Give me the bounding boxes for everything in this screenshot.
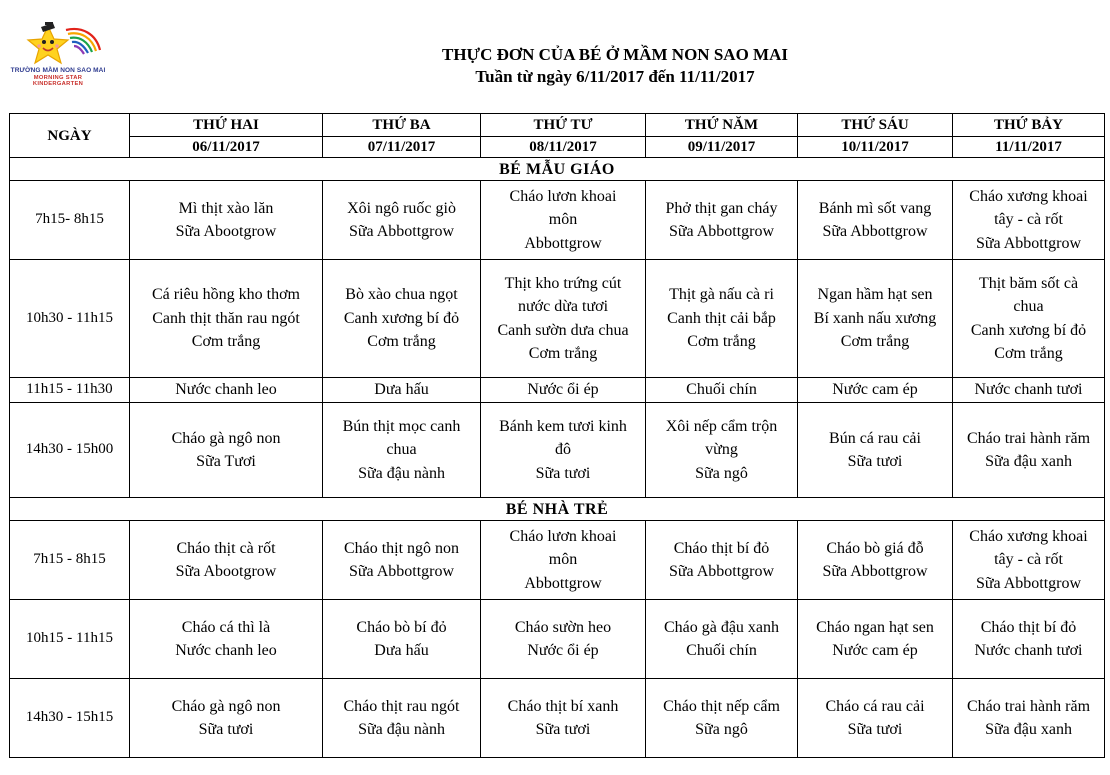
day-name: THỨ SÁU [798,114,953,137]
meal-time: 7h15- 8h15 [10,181,130,260]
meal-cell [953,378,1105,403]
dish-line: Canh thịt thăn rau ngót [152,309,300,327]
day-name: THỨ TƯ [481,114,646,137]
meal-cell [130,378,323,403]
dish-line: Cháo trai hành răm [966,429,1091,447]
meal-cell [130,260,323,378]
dish-line: Cơm trắng [994,345,1063,362]
dish-line: Nước ổi ép [527,381,599,399]
meal-cell [953,181,1105,260]
meal-cell [798,260,953,378]
meal-time: 7h15 - 8h15 [10,521,130,600]
dish-line: Cơm trắng [528,345,598,362]
dish-line: Sữa Abbottgrow [822,563,928,580]
dish-line: Bún cá rau cải [829,429,921,447]
dish-line: Bò xào chua ngọt [345,286,458,304]
dish-line: Bí xanh nấu xương [813,309,937,327]
meal-row [10,378,1105,403]
meal-cell [323,679,481,758]
dish-line: Sữa Abbottgrow [668,563,775,580]
dish-line: Cháo gà ngô non [171,697,281,715]
dish-line: Sữa ngô [695,721,748,738]
meal-cell [481,378,646,403]
day-date: 06/11/2017 [130,137,323,158]
dish-line: Cá riêu hồng kho thơm [152,286,300,304]
day-name: THỨ BẢY [953,114,1105,137]
dish-line: Sữa ngô [695,464,748,482]
day-name: THỨ BA [323,114,481,137]
dish-line: Sữa Abbottgrow [348,563,455,580]
dish-line: Chuối chín [686,381,757,399]
day-date: 11/11/2017 [953,137,1105,158]
dish-line: Xôi nếp cẩm trộn [665,417,778,435]
meal-cell [953,260,1105,378]
dish-line: Nước chanh leo [175,642,277,659]
meal-cell [323,260,481,378]
dish-line: Sữa Abbottgrow [975,234,1082,252]
dish-line: Cháo trai hành răm [966,697,1091,715]
meal-cell [953,403,1105,498]
dish-line: Sữa tươi [535,721,591,738]
dish-line: Cháo thịt bí đỏ [673,539,770,557]
dish-line: Phở thịt gan cháy [665,199,778,217]
meal-cell [646,181,798,260]
meal-cell [481,181,646,260]
meal-cell [798,378,953,403]
dish-line: chua [1013,298,1044,315]
meal-time: 14h30 - 15h00 [10,403,130,498]
dish-line: Cháo lươn khoai [509,527,617,545]
dish-line: Cháo thịt bí đỏ [980,618,1077,636]
menu-table [9,113,1105,758]
section-title: BÉ MẪU GIÁO [10,158,1105,181]
dish-line: Canh sườn dưa chua [497,321,629,339]
meal-cell [323,181,481,260]
dish-line: Cháo thịt cà rốt [176,539,276,557]
meal-cell [323,403,481,498]
meal-cell [481,600,646,679]
dish-line: Chuối chín [686,642,757,659]
day-name: THỨ NĂM [646,114,798,137]
dish-line: Nước cam ép [832,642,918,659]
meal-cell [323,378,481,403]
dish-line: Sữa đậu xanh [985,721,1072,738]
dish-line: Sữa Tươi [196,453,256,470]
meal-row [10,260,1105,378]
day-date: 10/11/2017 [798,137,953,158]
dish-line: Sữa Abbottgrow [348,223,455,240]
day-name: THỨ HAI [130,114,323,137]
meal-cell [798,181,953,260]
meal-cell [130,181,323,260]
dish-line: Sữa tươi [847,721,903,738]
meal-cell [646,679,798,758]
dish-line: môn [548,551,578,569]
menu-table-body [10,114,1105,758]
dish-line: tây - cà rốt [994,211,1063,229]
dish-line: Canh xương bí đỏ [970,321,1087,339]
dish-line: Sữa Abbottgrow [668,223,775,240]
meal-time: 11h15 - 11h30 [10,378,130,403]
dish-line: Cháo thịt rau ngót [343,697,460,715]
dish-line: Cháo thịt ngô non [343,539,460,557]
dish-line: Ngan hầm hạt sen [817,286,933,304]
meal-cell [646,378,798,403]
section-row [10,498,1105,521]
meal-cell [953,679,1105,758]
dish-line: Cháo gà ngô non [171,429,281,447]
header-row-day-names [10,114,1105,137]
dish-line: Thịt băm sốt cà [978,274,1079,292]
dish-line: Nước chanh tươi [974,381,1083,399]
dish-line: nước dừa tươi [517,298,609,315]
meal-cell [646,403,798,498]
meal-cell [798,521,953,600]
dish-line: vừng [705,441,738,459]
meal-cell [646,600,798,679]
dish-line: Cháo thịt bí xanh [507,697,619,715]
dish-line: Thịt gà nấu cà ri [669,286,774,304]
dish-line: Sữa tươi [198,721,254,738]
meal-row [10,403,1105,498]
meal-cell [798,403,953,498]
dish-line: Canh thịt cải bắp [667,309,776,327]
dish-line: Sữa tươi [847,453,903,470]
day-date: 09/11/2017 [646,137,798,158]
logo-school-name: TRƯỜNG MẦM NON SAO MAI [10,67,106,74]
meal-cell [646,521,798,600]
meal-cell [481,260,646,378]
dish-line: Sữa đậu nành [358,721,445,738]
meal-cell [130,600,323,679]
dish-line: Sữa Abbottgrow [822,223,928,240]
dish-line: Abbottgrow [524,574,602,592]
dish-line: Cháo gà đậu xanh [663,618,780,636]
dish-line: Abbottgrow [524,234,602,252]
section-title: BÉ NHÀ TRẺ [10,498,1105,521]
dish-line: Cơm trắng [687,333,756,351]
dish-line: Thịt kho trứng cút [504,274,622,292]
dish-line: Nước chanh leo [175,381,277,399]
dish-line: Cháo cá rau cải [825,697,925,715]
meal-time: 10h15 - 11h15 [10,600,130,679]
day-date: 07/11/2017 [323,137,481,158]
meal-cell [130,521,323,600]
dish-line: đô [555,441,571,459]
dish-line: Xôi ngô ruốc giò [347,199,456,217]
logo-school-name-en: MORNING STAR KINDERGARTEN [32,75,84,87]
dish-line: Bánh mì sốt vang [818,199,932,217]
dish-line: Cơm trắng [367,333,436,351]
meal-time: 14h30 - 15h15 [10,679,130,758]
meal-cell [798,600,953,679]
dish-line: Sữa Abbottgrow [975,574,1082,592]
dish-line: Dưa hấu [374,381,429,399]
dish-line: Cháo sườn heo [514,618,612,636]
meal-cell [323,600,481,679]
section-row [10,158,1105,181]
meal-cell [481,679,646,758]
dish-line: Cháo xương khoai [969,527,1088,545]
meal-cell [130,679,323,758]
meal-row [10,181,1105,260]
title-line-1: THỰC ĐƠN CỦA BÉ Ở MẦM NON SAO MAI [442,45,788,64]
dish-line: Sữa đậu xanh [985,453,1072,470]
dish-line: Sữa tươi [535,464,591,482]
meal-cell [481,403,646,498]
dish-line: Nước cam ép [832,381,918,399]
dish-line: Mì thịt xào lăn [178,199,274,217]
dish-line: Bún thịt mọc canh [342,417,461,435]
dish-line: Cơm trắng [191,333,261,351]
meal-row [10,521,1105,600]
dish-line: Dưa hấu [374,642,429,659]
dish-line: Cháo thịt nếp cẩm [663,697,780,715]
dish-line: Cháo cá thì là [181,618,271,636]
dish-line: môn [548,211,578,229]
meal-cell [798,679,953,758]
dish-line: Sữa đậu nành [358,464,445,482]
title-line-2: Tuần từ ngày 6/11/2017 đến 11/11/2017 [475,67,755,86]
dish-line: Bánh kem tươi kinh [499,417,627,435]
dish-line: Nước ổi ép [527,642,599,659]
dish-line: chua [386,441,417,459]
dish-line: Cháo ngan hạt sen [816,618,934,636]
meal-cell [953,600,1105,679]
meal-cell [323,521,481,600]
meal-cell [953,521,1105,600]
header-row-dates [10,137,1105,158]
meal-time: 10h30 - 11h15 [10,260,130,378]
dish-line: Cơm trắng [840,333,910,351]
dish-line: Nước chanh tươi [974,642,1083,659]
page-title [0,44,1110,88]
meal-cell [646,260,798,378]
dish-line: tây - cà rốt [994,551,1063,569]
dish-line: Sữa Abootgrow [175,563,277,580]
dish-line: Sữa Abootgrow [175,223,277,240]
dish-line: Cháo xương khoai [969,187,1088,205]
corner-label: NGÀY [10,114,130,158]
meal-cell [130,403,323,498]
dish-line: Cháo bò bí đỏ [356,618,447,636]
meal-cell [481,521,646,600]
meal-row [10,679,1105,758]
dish-line: Canh xương bí đỏ [343,309,460,327]
day-date: 08/11/2017 [481,137,646,158]
dish-line: Cháo bò giá đỗ [826,539,924,557]
dish-line: Cháo lươn khoai [509,187,617,205]
meal-row [10,600,1105,679]
